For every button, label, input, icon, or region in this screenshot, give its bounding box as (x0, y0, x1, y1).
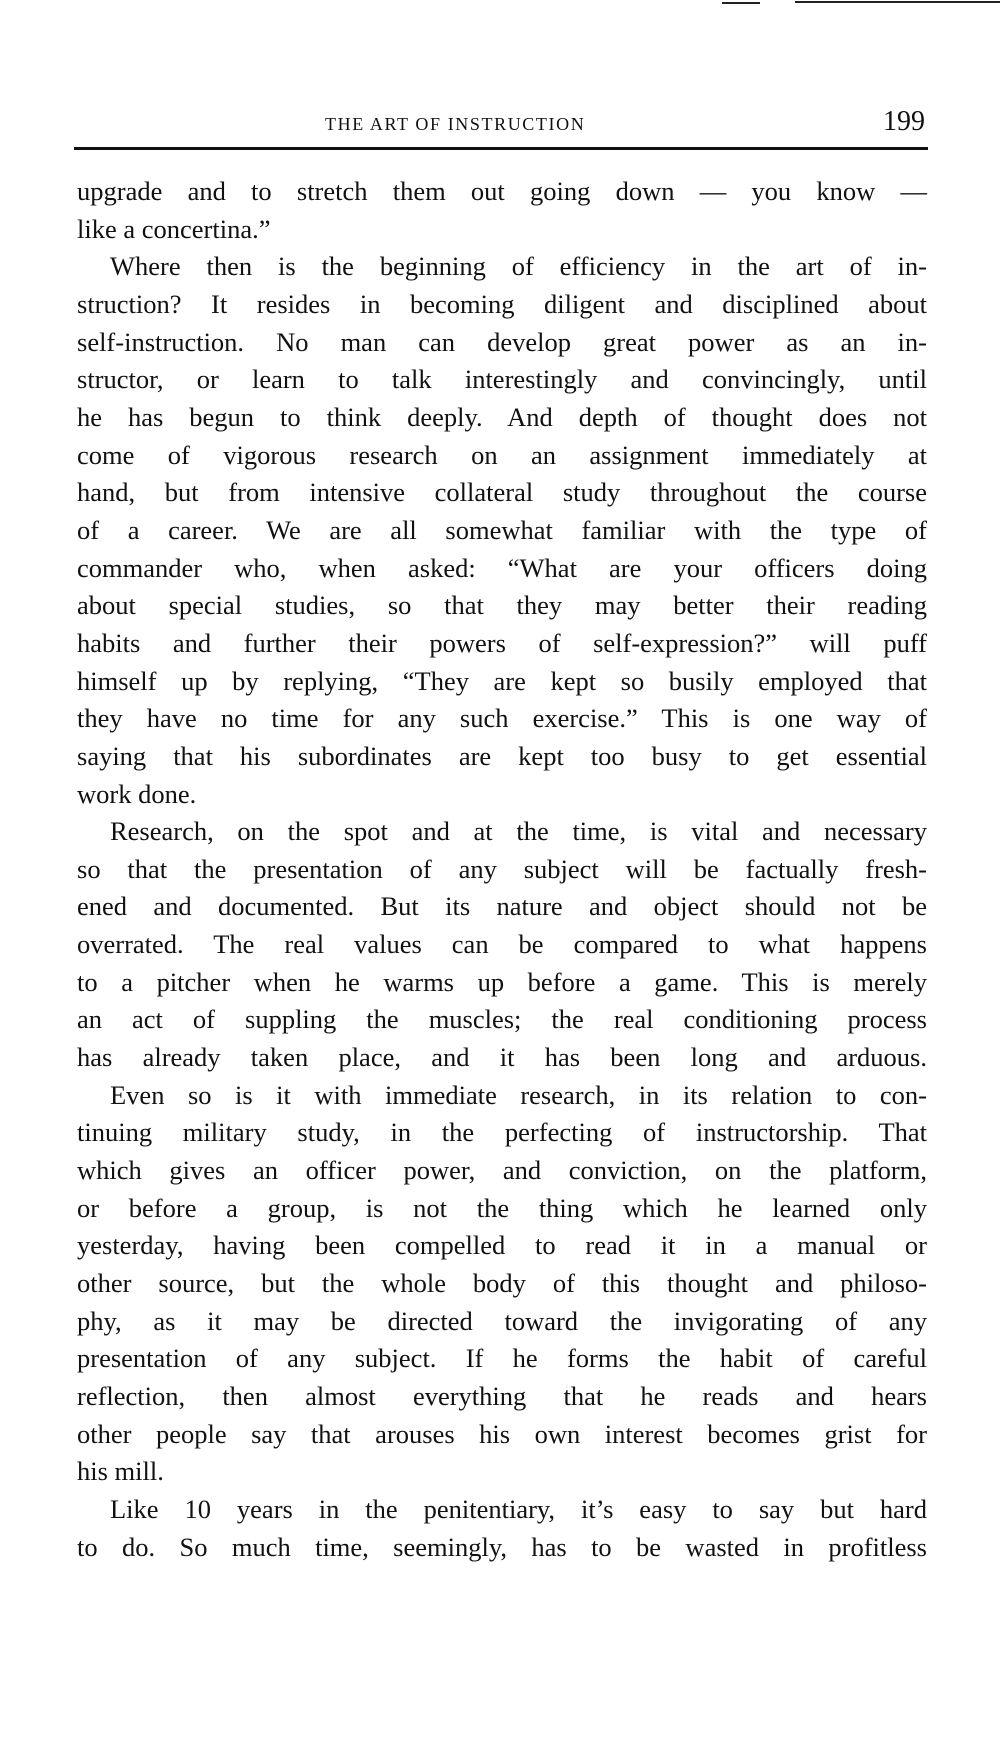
text-line: other source, but the whole body of this thought and philoso- (77, 1268, 927, 1299)
text-line: hand, but from intensive collateral study throughout the course (77, 477, 927, 508)
text-line: other people say that arouses his own interest becomes grist for (77, 1418, 927, 1449)
text-line: ened and documented. But its nature and object should not be (77, 891, 927, 922)
scan-artifact-mark (722, 2, 760, 4)
header-rule (74, 147, 928, 150)
text-line: which gives an officer power, and conviction, on the platform, (77, 1155, 927, 1186)
scan-artifact-mark (795, 1, 1000, 3)
paragraph (77, 248, 927, 813)
text-line: come of vigorous research on an assignment immediately at (77, 439, 927, 470)
text-line: like a concertina.” (77, 213, 271, 244)
text-line: himself up by replying, “They are kept so busily employed that (77, 665, 927, 696)
text-line: of a career. We are all somewhat familiar with the type of (77, 514, 927, 545)
text-line: self-instruction. No man can develop great power as an in- (77, 326, 927, 357)
text-line: an act of suppling the muscles; the real conditioning process (77, 1004, 927, 1035)
text-line: he has begun to think deeply. And depth of thought does not (77, 401, 927, 432)
running-head (77, 106, 927, 140)
text-line: to a pitcher when he warms up before a game. This is merely (77, 966, 927, 997)
text-line: Where then is the beginning of efficiency in the art of in- (110, 251, 927, 282)
running-head-title: THE ART OF INSTRUCTION (325, 114, 586, 134)
text-line: yesterday, having been compelled to read it in a manual or (77, 1230, 927, 1261)
text-line: upgrade and to stretch them out going down — you know — (77, 176, 927, 206)
text-line: overrated. The real values can be compared to what happens (77, 929, 927, 960)
paragraph (77, 173, 927, 248)
text-line: presentation of any subject. If he forms the habit of careful (77, 1343, 927, 1374)
body-text (77, 173, 927, 1566)
text-line: so that the presentation of any subject will be factually fresh- (77, 853, 927, 884)
paragraph (77, 813, 927, 1077)
text-line: they have no time for any such exercise.” This is one way of (77, 703, 927, 734)
text-line: structor, or learn to talk interestingly and convincingly, until (77, 364, 927, 395)
text-line: to do. So much time, seemingly, has to be wasted in profitless (77, 1531, 927, 1562)
text-line: has already taken place, and it has been long and arduous. (77, 1042, 927, 1073)
page-number: 199 (883, 106, 925, 137)
text-line: struction? It resides in becoming diligent and disciplined about (77, 288, 927, 319)
text-line: saying that his subordinates are kept too busy to get essential (77, 740, 927, 771)
text-line: his mill. (77, 1456, 164, 1487)
text-line: or before a group, is not the thing which he learned only (77, 1192, 927, 1223)
text-line: reflection, then almost everything that he reads and hears (77, 1381, 927, 1411)
text-line: Research, on the spot and at the time, is vital and necessary (110, 816, 927, 847)
paragraph (77, 1491, 927, 1566)
text-line: work done. (77, 778, 197, 809)
text-line: Like 10 years in the penitentiary, it’s easy to say but hard (110, 1493, 927, 1524)
paragraph (77, 1077, 927, 1491)
text-line: about special studies, so that they may better their reading (77, 590, 927, 621)
text-line: tinuing military study, in the perfecting of instructorship. That (77, 1117, 927, 1148)
text-line: phy, as it may be directed toward the invigorating of any (77, 1305, 927, 1336)
text-line: habits and further their powers of self-expression?” will puff (77, 627, 927, 658)
text-line: commander who, when asked: “What are your officers doing (77, 552, 927, 583)
text-line: Even so is it with immediate research, in its relation to con- (110, 1079, 927, 1110)
